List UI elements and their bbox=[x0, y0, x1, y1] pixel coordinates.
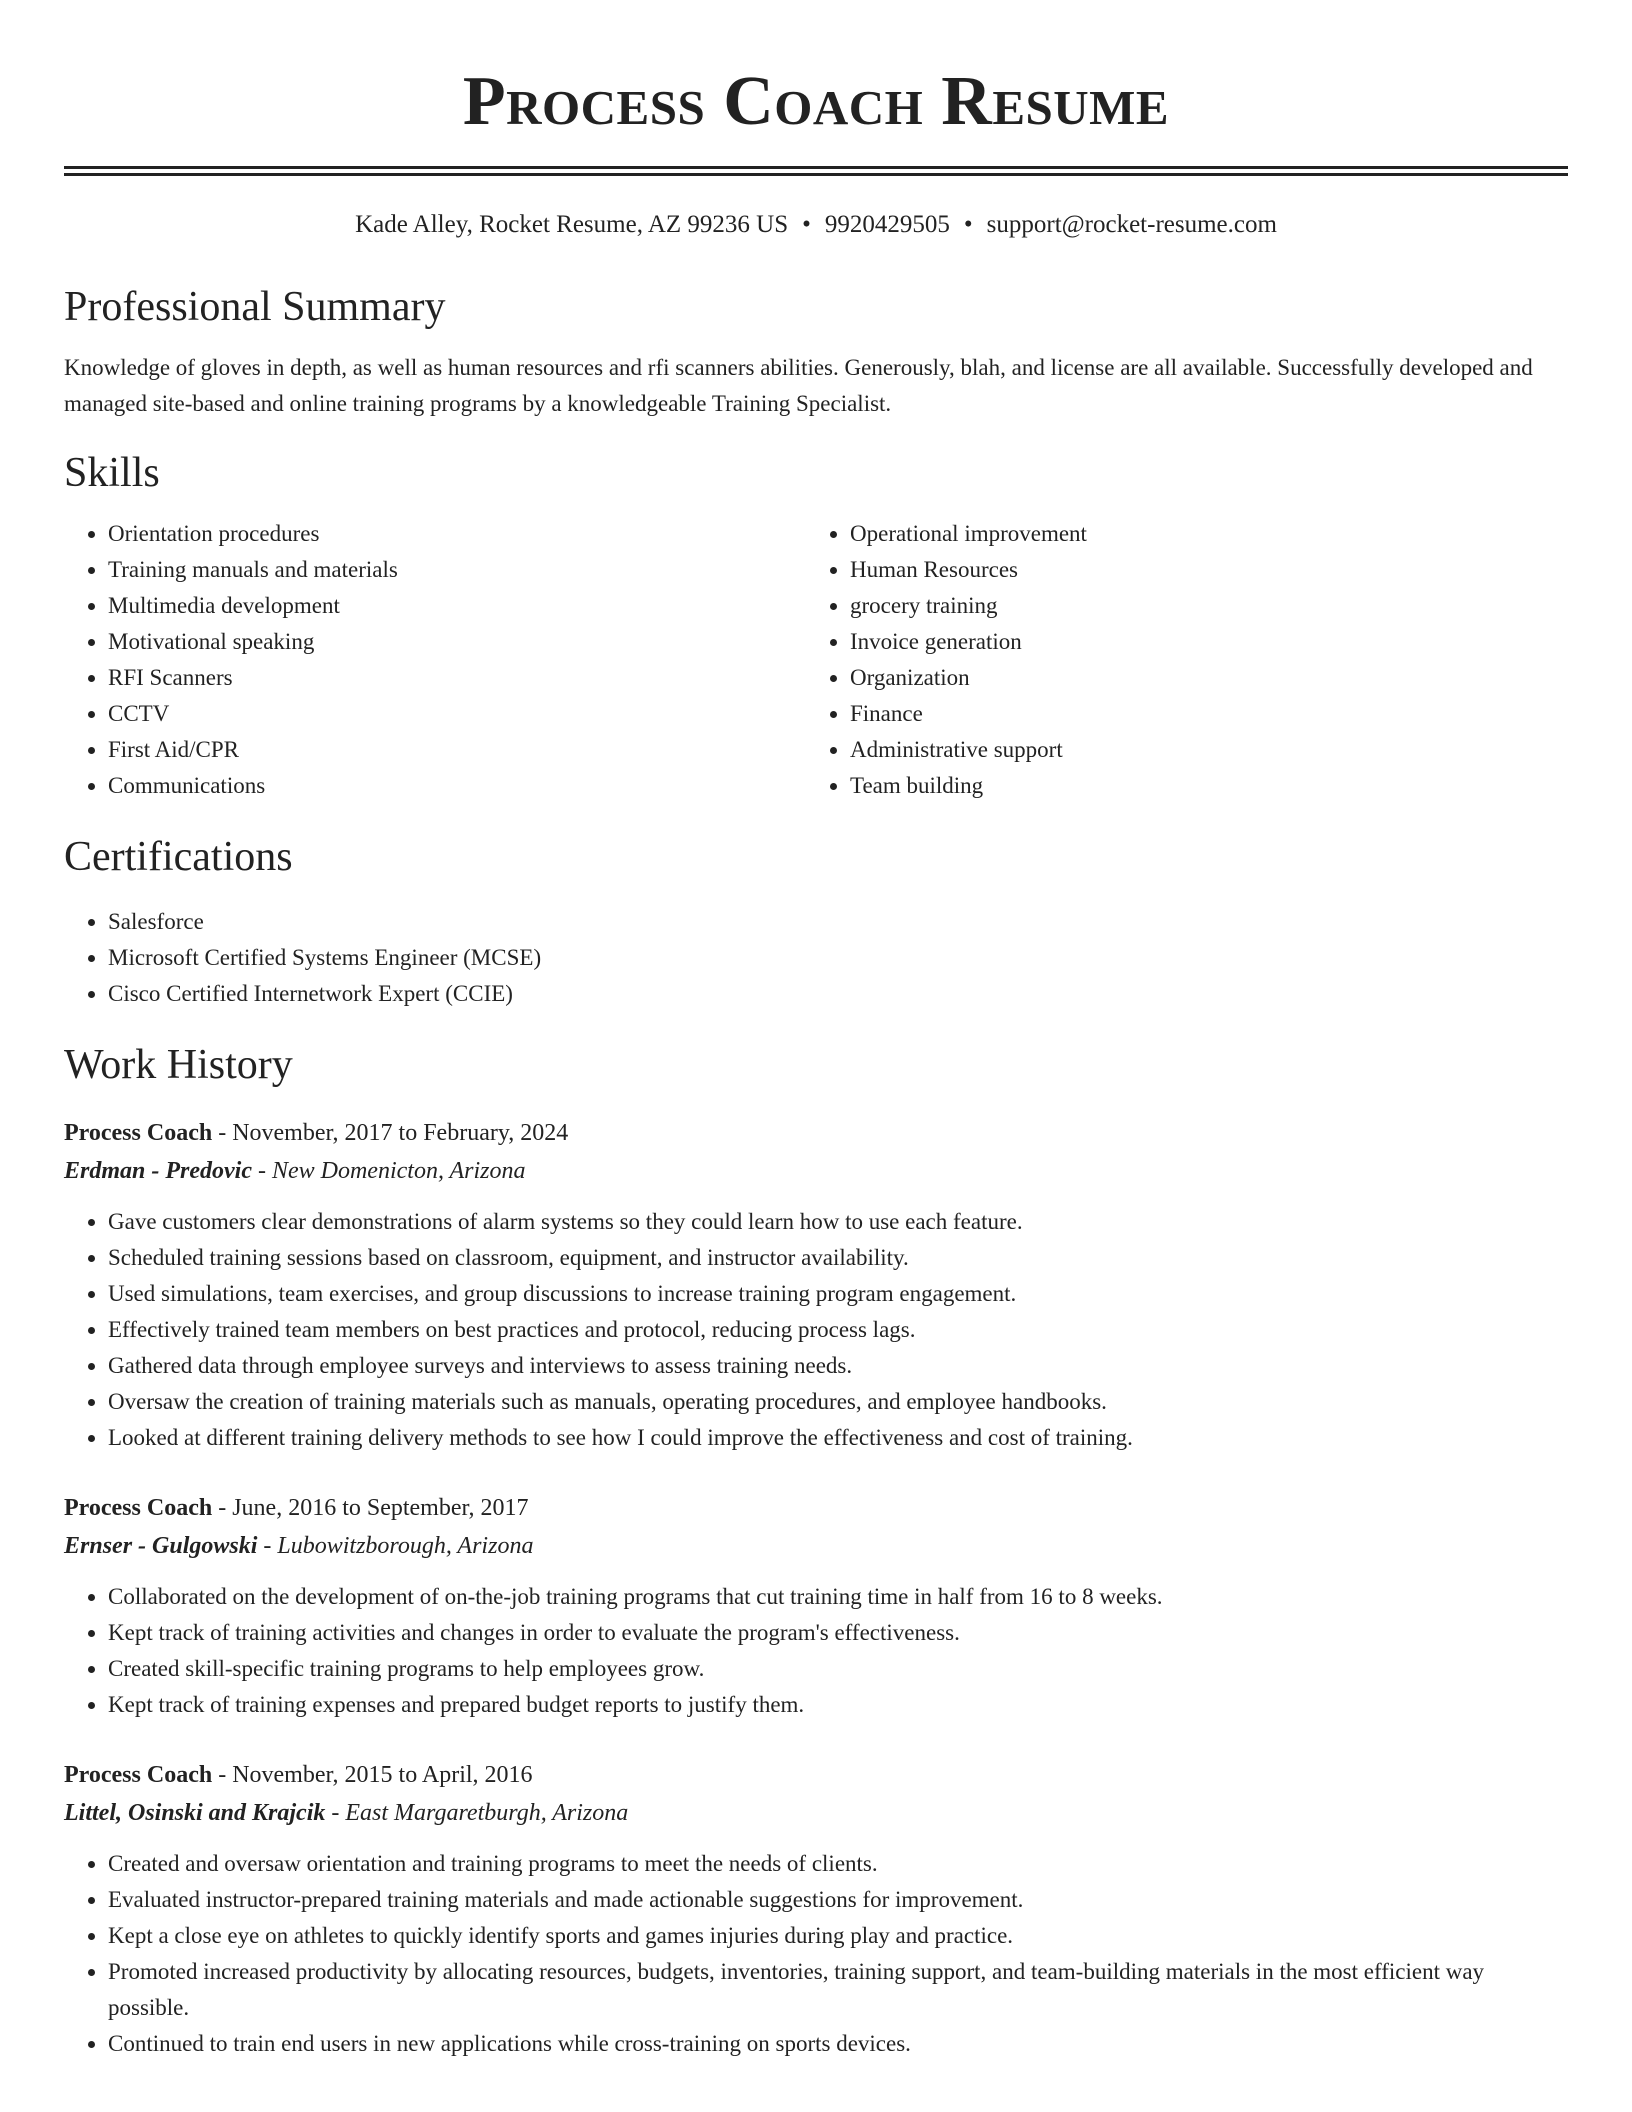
job-duty-item: • Used simulations, team exercises, and group discussions to increase training program engagement. bbox=[108, 1276, 1568, 1312]
job-title-line bbox=[64, 1114, 1568, 1152]
skill-item: • Training manuals and materials bbox=[108, 552, 806, 588]
skill-item: • Administrative support bbox=[850, 732, 1548, 768]
skill-item: • grocery training bbox=[850, 588, 1548, 624]
job-location: - East Margaretburgh, Arizona bbox=[325, 1800, 629, 1826]
job-duty-item: • Continued to train end users in new applications while cross-training on sports devices. bbox=[108, 2026, 1568, 2062]
job-duty-item: • Effectively trained team members on best practices and protocol, reducing process lags. bbox=[108, 1312, 1568, 1348]
skills-column-right bbox=[806, 516, 1548, 804]
skills-list-right bbox=[806, 516, 1548, 804]
job-duties-list bbox=[64, 1846, 1568, 2062]
job-duty-item: • Evaluated instructor-prepared training materials and made actionable suggestions for improvement. bbox=[108, 1882, 1568, 1918]
job-dates: - June, 2016 to September, 2017 bbox=[212, 1495, 529, 1521]
job-role: Process Coach bbox=[64, 1120, 213, 1146]
skill-item: • RFI Scanners bbox=[108, 660, 806, 696]
job-entry bbox=[64, 1114, 1568, 1456]
contact-address: Kade Alley, Rocket Resume, AZ 99236 US bbox=[355, 211, 789, 238]
job-duties-list bbox=[64, 1204, 1568, 1456]
job-duty-item: • Created and oversaw orientation and training programs to meet the needs of clients. bbox=[108, 1846, 1568, 1882]
job-duty-item: • Gave customers clear demonstrations of alarm systems so they could learn how to use each feature. bbox=[108, 1204, 1568, 1240]
skills-section bbox=[64, 448, 1568, 804]
job-dates: - November, 2017 to February, 2024 bbox=[212, 1120, 569, 1146]
contact-line bbox=[64, 210, 1568, 240]
professional-summary-section bbox=[64, 282, 1568, 422]
job-title-line bbox=[64, 1756, 1568, 1794]
job-duty-item: • Created skill-specific training programs to help employees grow. bbox=[108, 1651, 1568, 1687]
job-duty-item: • Oversaw the creation of training materials such as manuals, operating procedures, and employee handbooks. bbox=[108, 1384, 1568, 1420]
skill-item: • Finance bbox=[850, 696, 1548, 732]
skill-item: • Multimedia development bbox=[108, 588, 806, 624]
job-location: - New Domenicton, Arizona bbox=[251, 1158, 526, 1184]
section-heading-work-history: Work History bbox=[64, 1042, 293, 1088]
contact-email: support@rocket-resume.com bbox=[986, 211, 1277, 238]
certifications-section bbox=[64, 832, 1568, 1012]
job-role: Process Coach bbox=[64, 1762, 213, 1788]
skills-list-left bbox=[64, 516, 806, 804]
skill-item: • First Aid/CPR bbox=[108, 732, 806, 768]
skill-item: • Operational improvement bbox=[850, 516, 1548, 552]
job-company-line bbox=[64, 1527, 1568, 1565]
contact-separator: • bbox=[802, 211, 811, 238]
skill-item: • Invoice generation bbox=[850, 624, 1548, 660]
skill-item: • Team building bbox=[850, 768, 1548, 804]
certification-item: • Cisco Certified Internetwork Expert (CCIE) bbox=[108, 976, 1568, 1012]
certifications-list bbox=[64, 904, 1568, 1012]
skill-item: • Communications bbox=[108, 768, 806, 804]
section-heading-skills: Skills bbox=[64, 450, 160, 496]
job-duty-item: • Gathered data through employee surveys and interviews to assess training needs. bbox=[108, 1348, 1568, 1384]
job-company-line bbox=[64, 1794, 1568, 1832]
skills-column-left bbox=[64, 516, 806, 804]
skill-item: • Orientation procedures bbox=[108, 516, 806, 552]
job-duty-item: • Promoted increased productivity by allocating resources, budgets, inventories, training support, and team-building materials in the most efficient way possible. bbox=[108, 1954, 1568, 2026]
job-duty-item: • Kept a close eye on athletes to quickly identify sports and games injuries during play and practice. bbox=[108, 1918, 1568, 1954]
job-duty-item: • Kept track of training activities and changes in order to evaluate the program's effectiveness. bbox=[108, 1615, 1568, 1651]
job-company: Ernser - Gulgowski bbox=[64, 1533, 258, 1559]
certification-item: • Microsoft Certified Systems Engineer (MCSE) bbox=[108, 940, 1568, 976]
resume-title: Process Coach Resume bbox=[462, 63, 1170, 140]
certification-item: • Salesforce bbox=[108, 904, 1568, 940]
contact-separator: • bbox=[963, 211, 973, 238]
skill-item: • Organization bbox=[850, 660, 1548, 696]
job-duty-item: • Looked at different training delivery methods to see how I could improve the effectiveness and cost of training. bbox=[108, 1420, 1568, 1456]
contact-phone: 9920429505 bbox=[824, 211, 950, 238]
job-entry bbox=[64, 1489, 1568, 1723]
job-role: Process Coach bbox=[64, 1495, 213, 1521]
summary-text: Knowledge of gloves in depth, as well as human resources and rfi scanners abilities. Generously, blah, and license are all available. Successfully developed and managed site-based and online training programs by a knowledgeable Training Specialist. bbox=[64, 355, 1533, 416]
title-divider bbox=[64, 166, 1568, 176]
job-duty-item: • Collaborated on the development of on-the-job training programs that cut training time in half from 16 to 8 weeks. bbox=[108, 1579, 1568, 1615]
section-heading-summary: Professional Summary bbox=[64, 284, 446, 330]
job-duties-list bbox=[64, 1579, 1568, 1723]
job-entry bbox=[64, 1756, 1568, 2062]
job-duty-item: • Scheduled training sessions based on classroom, equipment, and instructor availability. bbox=[108, 1240, 1568, 1276]
job-title-line bbox=[64, 1489, 1568, 1527]
skill-item: • Motivational speaking bbox=[108, 624, 806, 660]
work-history-section bbox=[64, 1040, 1568, 2062]
job-company: Erdman - Predovic bbox=[64, 1158, 252, 1184]
skills-columns bbox=[64, 516, 1568, 804]
job-company: Littel, Osinski and Krajcik bbox=[64, 1800, 326, 1826]
section-heading-certifications: Certifications bbox=[64, 834, 293, 880]
job-duty-item: • Kept track of training expenses and prepared budget reports to justify them. bbox=[108, 1687, 1568, 1723]
job-company-line bbox=[64, 1152, 1568, 1190]
skill-item: • CCTV bbox=[108, 696, 806, 732]
job-location: - Lubowitzborough, Arizona bbox=[257, 1533, 534, 1559]
skill-item: • Human Resources bbox=[850, 552, 1548, 588]
job-dates: - November, 2015 to April, 2016 bbox=[212, 1762, 533, 1788]
